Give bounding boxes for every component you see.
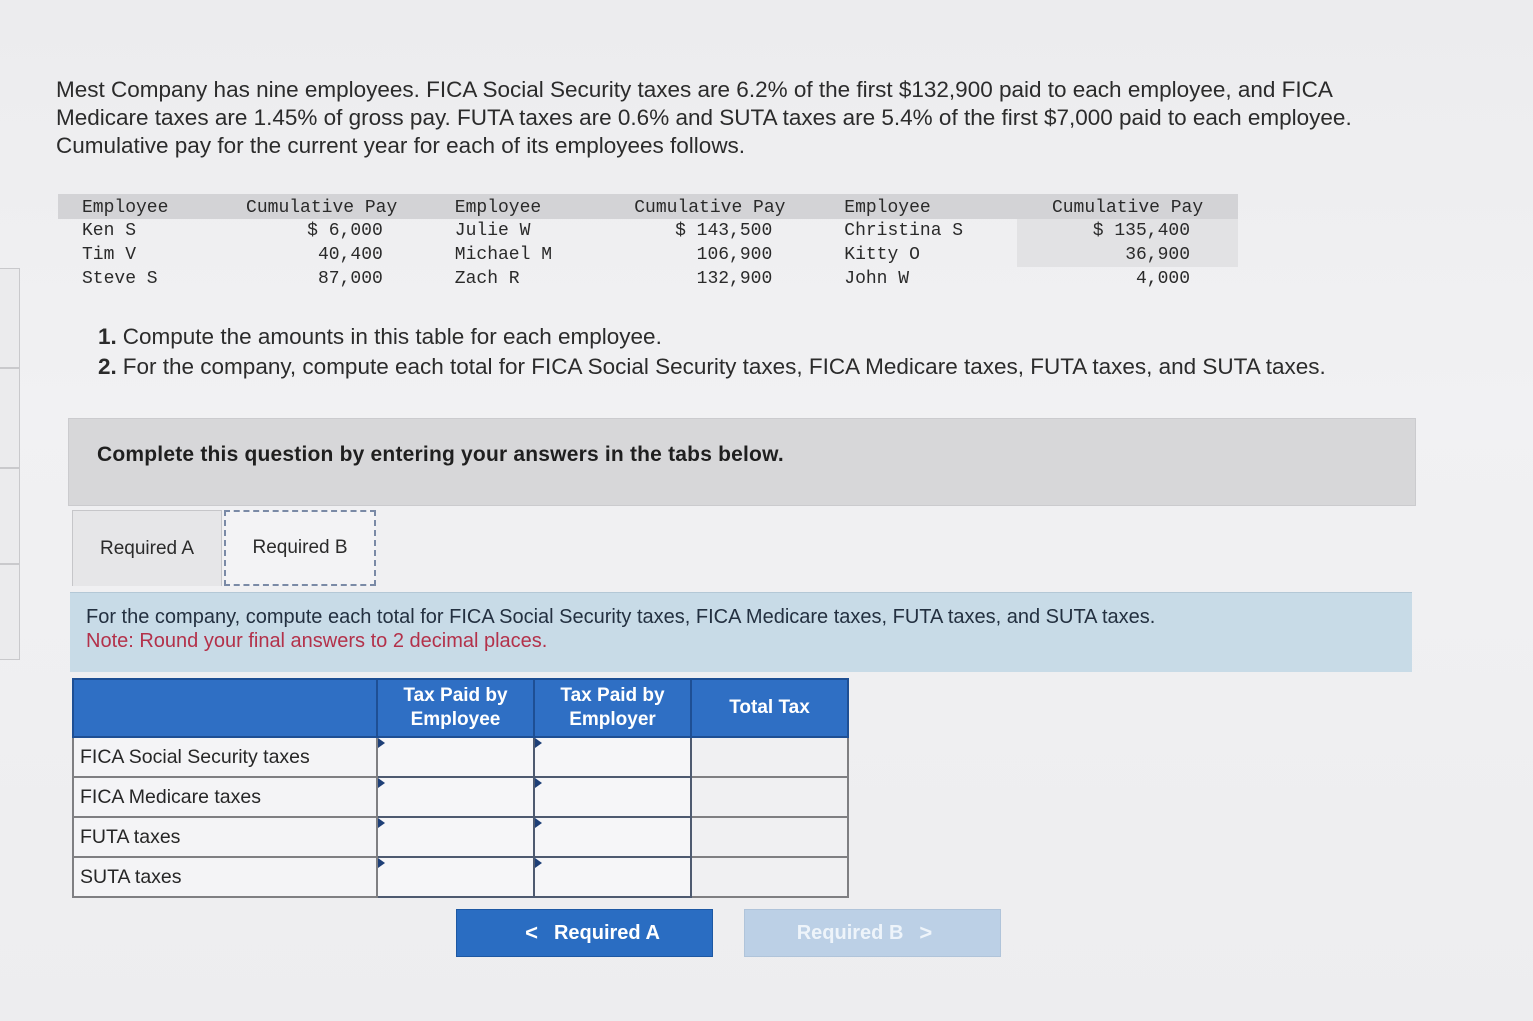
employee-tax-input[interactable] (378, 738, 533, 776)
employer-tax-input[interactable] (535, 818, 690, 856)
header-employee: Employee (431, 194, 600, 219)
table-row (58, 219, 1238, 243)
employee-tax-cell[interactable] (377, 857, 534, 897)
employee-name: Ken S (82, 221, 137, 241)
header-tax-paid-by-employee (377, 679, 534, 737)
table-row (73, 817, 848, 857)
employer-tax-input[interactable] (535, 738, 690, 776)
employer-tax-input[interactable] (535, 858, 690, 896)
cumulative-pay: 87,000 (317, 269, 383, 289)
requirement-text: Compute the amounts in this table for each employee. (122, 324, 662, 349)
table-row (73, 857, 848, 897)
employee-name: Tim V (82, 245, 137, 265)
requirement-number: 1. (98, 324, 117, 349)
tax-totals-table (72, 678, 849, 898)
header-cumulative-pay: Cumulative Pay (213, 194, 431, 219)
employee-tax-cell[interactable] (377, 737, 534, 777)
requirements-list (98, 322, 1498, 382)
requirement-number: 2. (98, 354, 117, 379)
header-cumulative-pay: Cumulative Pay (1017, 194, 1238, 219)
employee-name: John W (844, 269, 910, 289)
employee-tax-cell[interactable] (377, 777, 534, 817)
cumulative-pay: 132,900 (696, 269, 773, 289)
intro-line-2: Medicare taxes are 1.45% of gross pay. FUTA taxes are 0.6% and SUTA taxes are 5.4% of the first $7,000 paid to each employee. (56, 105, 1352, 130)
employee-tax-input[interactable] (378, 818, 533, 856)
problem-statement (56, 76, 1496, 160)
cumulative-pay: 4,000 (1135, 269, 1190, 289)
employee-tax-input[interactable] (378, 778, 533, 816)
employer-tax-cell[interactable] (534, 737, 691, 777)
left-edge-panel (0, 268, 20, 368)
chevron-right-icon: > (919, 920, 933, 945)
employee-tax-cell[interactable] (377, 817, 534, 857)
header-tax-paid-by-employer (534, 679, 691, 737)
total-tax-cell (691, 817, 848, 857)
tax-table-header (73, 679, 848, 737)
tab-required-a[interactable] (72, 510, 222, 586)
requirement-text: For the company, compute each total for FICA Social Security taxes, FICA Medicare taxes, FUTA taxes, and SUTA taxes. (122, 354, 1326, 379)
left-edge-panel (0, 368, 20, 468)
left-edge-panel (0, 468, 20, 564)
cumulative-pay: $ 135,400 (1017, 219, 1238, 243)
header-line: Tax Paid by (560, 685, 665, 706)
row-label-futa: FUTA taxes (73, 817, 377, 857)
employee-table-header (58, 194, 1238, 219)
header-line: Employee (410, 709, 501, 730)
employer-tax-cell[interactable] (534, 817, 691, 857)
prev-button-label: Required A (553, 921, 660, 944)
tab-label: Required A (99, 537, 194, 559)
employee-pay-table (58, 194, 1238, 291)
row-label-fica-social-security: FICA Social Security taxes (73, 737, 377, 777)
header-line: Tax Paid by (403, 685, 508, 706)
header-cumulative-pay: Cumulative Pay (599, 194, 820, 219)
next-button-label: Required B (796, 921, 904, 944)
banner-text: Complete this question by entering your answers in the tabs below. (97, 443, 784, 466)
chevron-left-icon: < (525, 920, 538, 945)
employee-name: Julie W (454, 221, 531, 241)
tab-required-b[interactable] (224, 510, 376, 586)
header-line: Employer (569, 709, 656, 730)
tab-label: Required B (252, 537, 348, 558)
employer-tax-input[interactable] (535, 778, 690, 816)
employee-name: Zach R (454, 269, 520, 289)
cumulative-pay: 36,900 (1017, 243, 1238, 267)
requirement-1 (98, 322, 1498, 352)
employee-name: Christina S (844, 221, 964, 241)
header-blank (73, 679, 377, 737)
table-row (58, 267, 1238, 291)
requirement-2 (98, 352, 1498, 382)
total-tax-cell (691, 777, 848, 817)
table-row (73, 737, 848, 777)
cumulative-pay: 106,900 (696, 245, 773, 265)
header-total-tax: Total Tax (691, 679, 848, 737)
cumulative-pay: $ 6,000 (307, 221, 383, 241)
employee-name: Kitty O (844, 245, 920, 265)
rounding-note: Note: Round your final answers to 2 decimal places. (86, 630, 548, 652)
row-label-fica-medicare: FICA Medicare taxes (73, 777, 377, 817)
header-employee: Employee (58, 194, 213, 219)
employer-tax-cell[interactable] (534, 777, 691, 817)
table-row (58, 243, 1238, 267)
total-tax-cell (691, 857, 848, 897)
employee-name: Michael M (454, 245, 553, 265)
tab-instruction (70, 592, 1412, 672)
instruction-text: For the company, compute each total for FICA Social Security taxes, FICA Medicare taxes, FUTA taxes, and SUTA taxes. (86, 606, 1156, 628)
table-row (73, 777, 848, 817)
prev-required-a-button[interactable] (456, 909, 713, 957)
header-employee: Employee (820, 194, 1017, 219)
left-edge-panel (0, 564, 20, 660)
next-required-b-button[interactable] (744, 909, 1001, 957)
cumulative-pay: $ 143,500 (675, 221, 773, 241)
employee-tax-input[interactable] (378, 858, 533, 896)
instruction-banner (68, 418, 1416, 506)
employer-tax-cell[interactable] (534, 857, 691, 897)
row-label-suta: SUTA taxes (73, 857, 377, 897)
cumulative-pay: 40,400 (317, 245, 383, 265)
employee-name: Steve S (82, 269, 158, 289)
intro-line-3: Cumulative pay for the current year for each of its employees follows. (56, 133, 746, 158)
total-tax-cell (691, 737, 848, 777)
intro-line-1: Mest Company has nine employees. FICA Social Security taxes are 6.2% of the first $132,900 paid to each employee, and FICA (56, 77, 1333, 102)
